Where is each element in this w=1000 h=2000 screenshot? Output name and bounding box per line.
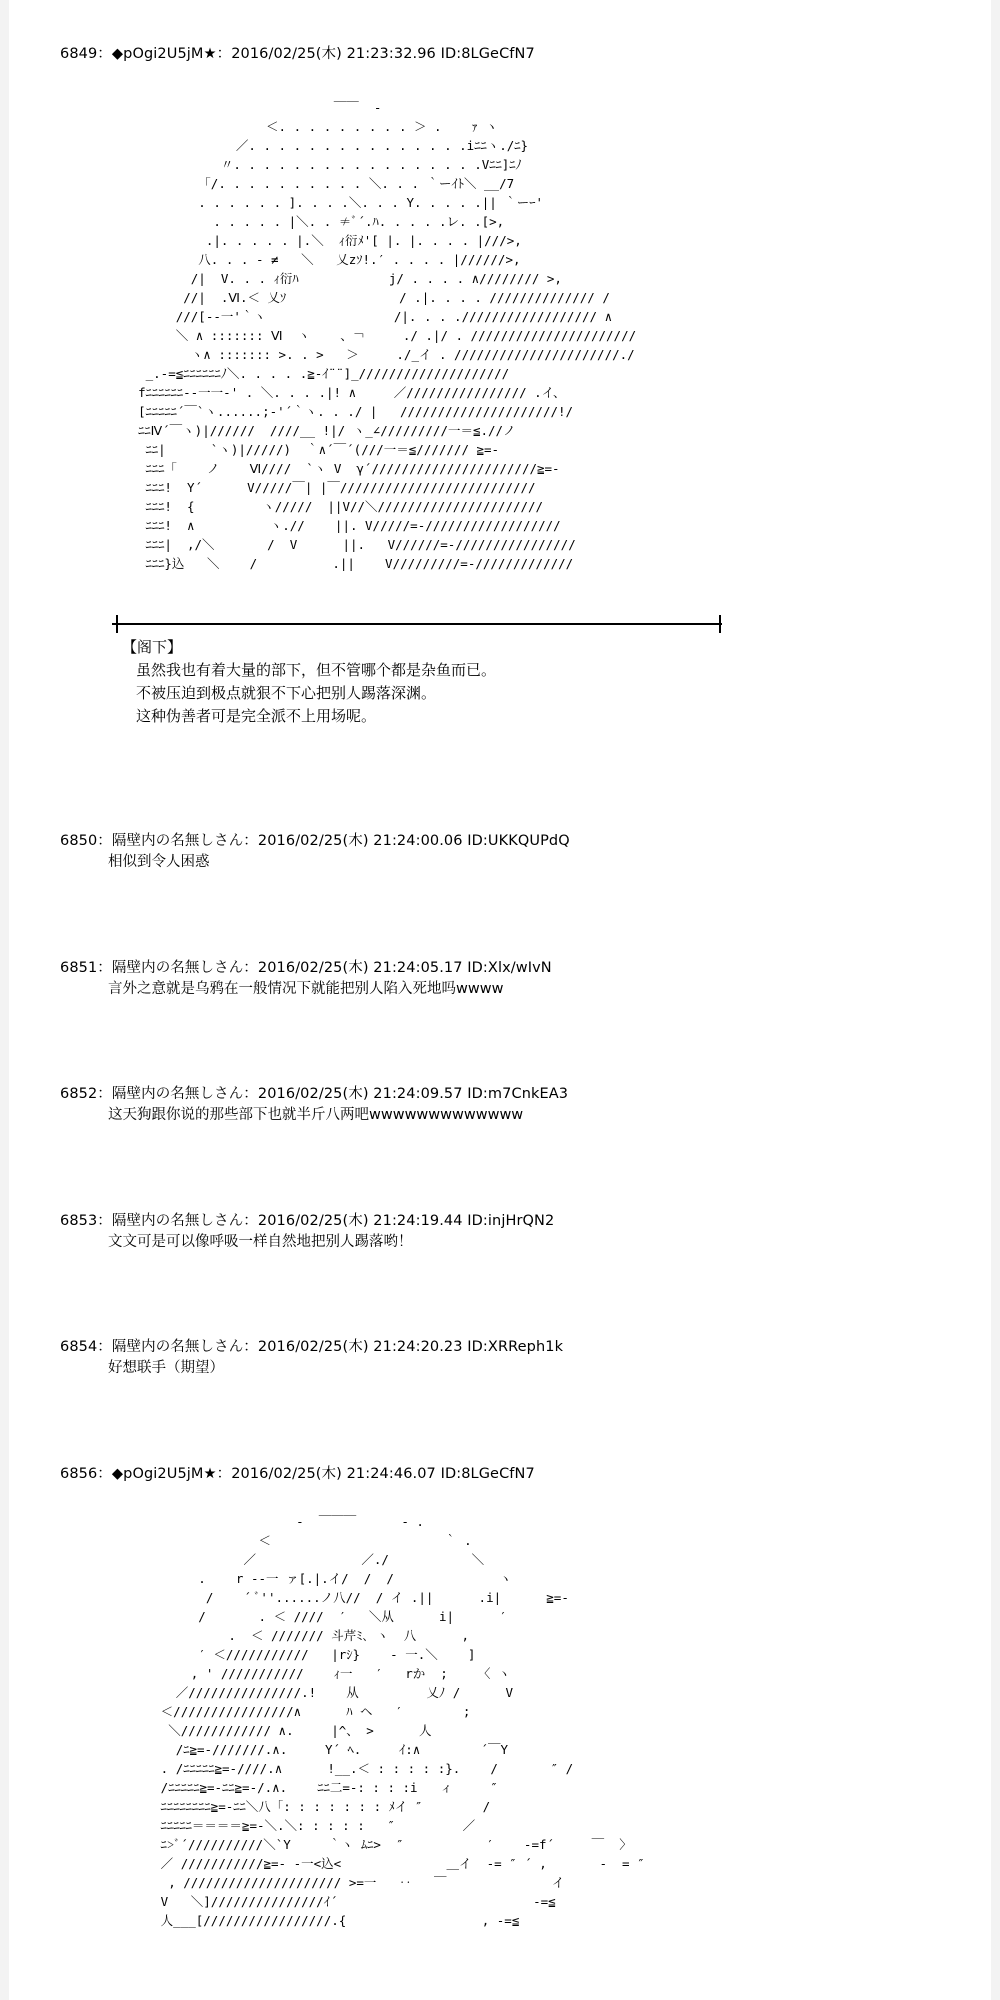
ascii-art-6856: - ￣￣￣ - . ＜ ｀ . ／ ／./ ＼ . r --一 ァ[.|.イ/ / / ヽ / ´ ﾞ''......ノ八// / イ .|| .i| ≧=- / . ＜ //// ′ ＼从 i| ′ . ＜ /////// 斗芹ﾐ､ ヽ 八 , ′ ＜/////////// |rｼ} - 一.＼ ] , ' /////////// ｨ一 ′ rか ; 〈 ヽ ／///////////////.! 从 乂ﾉ / V ＜////////////////∧ ﾊ ヘ ′ ; ＼//////////// ∧. |^、 > 人 /ﾆ≧=-///////.∧. Y´ ﾍ. ｲ:∧ ´￣Y . /ﾆﾆﾆﾆﾆ≧=-////.∧ !__.＜ : : : : :}. / ″ / /ﾆﾆﾆﾆﾆ≧=-ﾆﾆ≧=-/.∧. ﾆﾆ二=-: : : :i ィ ″ ﾆﾆﾆﾆﾆﾆﾆﾆ≧=-ﾆﾆ＼八「: : : : : : : ﾒイ ″ / ﾆﾆﾆﾆﾆ＝＝＝＝≧=-＼.＼: : : : : ″ ／ ﾆ>ﾞ´//////////＼`Y ｀ヽ ﾑﾆ> ″ ′ -=f´ ￣ 〉 ／ ///////////≧=- -一<込< ＿イ -= ″ ´ , ‐ = ″ , ///////////////////// >=一 ‥ ￣ イ V ＼]///////////////ｲ´ -=≦ 人___[/////////////////.{ , -=≦: [160, 1514, 645, 1928]
right-margin-strip: [991, 0, 1000, 2000]
speech-block-6849: [122, 636, 496, 728]
speech-line-2: 不被压迫到极点就狠不下心把别人踢落深渊。: [136, 684, 437, 702]
post-header-6849: 6849：◆pOgi2U5jM★：2016/02/25(木) 21:23:32.96 ID:8LGeCfN7: [60, 46, 535, 62]
post-header-6854: 6854：隔壁内の名無しさん：2016/02/25(木) 21:24:20.23 ID:XRReph1k: [60, 1339, 564, 1355]
post-body-6854: 好想联手（期望）: [108, 1360, 224, 1376]
post-body-6850: 相似到令人困惑: [108, 854, 210, 870]
post-body-6852: 这天狗跟你说的那些部下也就半斤八两吧wwwwwwwwwwwww: [108, 1107, 524, 1123]
ruler-cap-right: [719, 615, 721, 633]
post-header-6851: 6851：隔壁内の名無しさん：2016/02/25(木) 21:24:05.17 ID:Xlx/wIvN: [60, 960, 552, 976]
speech-line-1: 虽然我也有着大量的部下，但不管哪个都是杂鱼而已。: [136, 661, 497, 679]
ruler-line: [112, 623, 722, 625]
post-header-6852: 6852：隔壁内の名無しさん：2016/02/25(木) 21:24:09.57 ID:m7CnkEA3: [60, 1086, 569, 1102]
ascii-art-6849: ￣￣ - ＜. . . . . . . . . ＞ . ｧ ヽ ／. . . . . . . . . . . . . . .iﾆﾆヽ./ﾆ} 〃. . . . . . . . . . . . . . . . .Vﾆﾆ]ﾆﾉ 「/. . . . . . . . . . ＼. . . ｀ーｲﾄ＼ __/7 . . . . . . ]. . . .＼. . . Y. . . . .|| ｀ーｰ' . . . . . |＼. . ≠ﾞ´.ﾊ. . . . .レ. .[>, .|. . . . . |.＼ ｨ衍ﾒ'[ |. |. . . . |///>, 八. . . - ≠ ＼ 乂zｿ!.′ . . . . |//////>, /| V. . . ｨ衍ﾊ j/ . . . . ∧//////// >, //| .Ⅵ.＜ 乂ｿ / .|. . . . ////////////// / ///[--一'｀ヽ /|. . . .////////////////// ∧ ＼ ∧ ::::::: Ⅵ ヽ 、￢ ./ .|/ . ////////////////////// ヽ∧ ::::::: >. . > ＞ ./_イ . //////////////////////./ _.-=≦ﾆﾆﾆﾆﾆﾆﾉ＼. . . . .≧-ｲ¨¨]_//////////////////// fﾆﾆﾆﾆﾆﾆ--一一‐' . ＼. . . .|! ∧ ／//////////////// .イ、 [ﾆﾆﾆﾆﾆ´￣`ヽ......;‐'´｀ヽ. . ./ | /////////////////////!/ ﾆﾆⅣ´￣ヽ)|////// ////__ !|/ ヽ_∠/////////一＝≦.//ノ ﾆﾆ| `ヽ)|/////) ｀∧´￣´(///一＝≦/////// ≧=- ﾆﾆﾆ「 ノ Ⅵ//// `ヽ V γ´//////////////////////≧=- ﾆﾆﾆ! Y´ V/////￣| |￣////////////////////////// ﾆﾆﾆ! { ヽ///// ||V//＼////////////////////// ﾆﾆﾆ! ∧ ヽ.// ||. V/////=-////////////////// ﾆﾆﾆ| ,/＼ / V ||. V//////=-//////////////// ﾆﾆﾆ}込 ＼ / .|| V/////////=-/////////////: [138, 100, 637, 571]
post-body-6853: 文文可是可以像呼吸一样自然地把别人踢落哟！: [108, 1234, 413, 1250]
speech-line-3: 这种伪善者可是完全派不上用场呢。: [136, 707, 377, 725]
post-body-6851: 言外之意就是乌鸦在一般情况下就能把别人陷入死地吗wwww: [108, 981, 504, 997]
post-header-6856: 6856：◆pOgi2U5jM★：2016/02/25(木) 21:24:46.07 ID:8LGeCfN7: [60, 1466, 535, 1482]
post-header-6850: 6850：隔壁内の名無しさん：2016/02/25(木) 21:24:00.06 ID:UKKQUPdQ: [60, 833, 570, 849]
left-margin-strip: [0, 0, 9, 2000]
ruler-cap-left: [116, 615, 118, 633]
speaker-name: 【阁下】: [122, 638, 183, 656]
post-header-6853: 6853：隔壁内の名無しさん：2016/02/25(木) 21:24:19.44 ID:injHrQN2: [60, 1213, 555, 1229]
